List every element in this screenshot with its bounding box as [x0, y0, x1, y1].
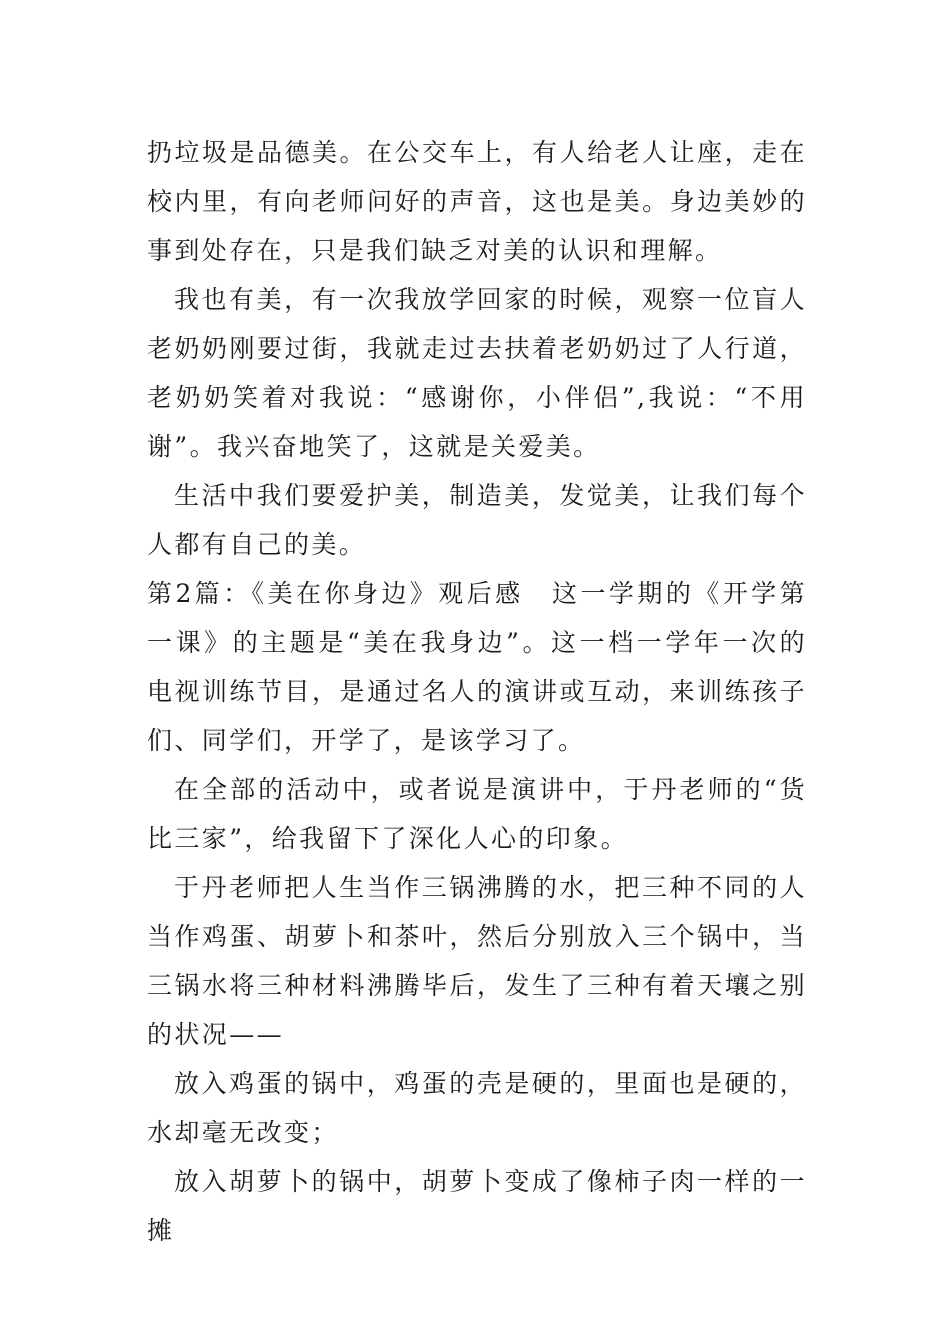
- document-body: [147, 128, 807, 1255]
- paragraph-3: 生活中我们要爱护美，制造美，发觉美，让我们每个人都有自己的美。: [147, 481, 807, 559]
- paragraph-4-section-heading: 第2篇：《美在你身边》观后感 这一学期的《开学第一课》的主题是“美在我身边”。这一档一学年一次的电视训练节目，是通过名人的演讲或互动，来训练孩子们、同学们，开学了，是该学习了。: [147, 579, 807, 755]
- paragraph-5: 在全部的活动中，或者说是演讲中，于丹老师的“货比三家”，给我留下了深化人心的印象。: [147, 775, 807, 853]
- paragraph-1: 扔垃圾是品德美。在公交车上，有人给老人让座，走在校内里，有向老师问好的声音，这也是美。身边美妙的事到处存在，只是我们缺乏对美的认识和理解。: [147, 138, 807, 265]
- paragraph-6: 于丹老师把人生当作三锅沸腾的水，把三种不同的人当作鸡蛋、胡萝卜和茶叶，然后分别放入三个锅中，当三锅水将三种材料沸腾毕后，发生了三种有着天壤之别的状况——: [147, 873, 807, 1049]
- paragraph-2: 我也有美，有一次我放学回家的时候，观察一位盲人老奶奶刚要过街，我就走过去扶着老奶奶过了人行道，老奶奶笑着对我说：“感谢你，小伴侣”,我说：“不用谢”。我兴奋地笑了，这就是关爱美。: [147, 285, 807, 461]
- paragraph-7: 放入鸡蛋的锅中，鸡蛋的壳是硬的，里面也是硬的，水却毫无改变；: [147, 1069, 807, 1147]
- paragraph-8: 放入胡萝卜的锅中，胡萝卜变成了像柿子肉一样的一摊: [147, 1167, 807, 1245]
